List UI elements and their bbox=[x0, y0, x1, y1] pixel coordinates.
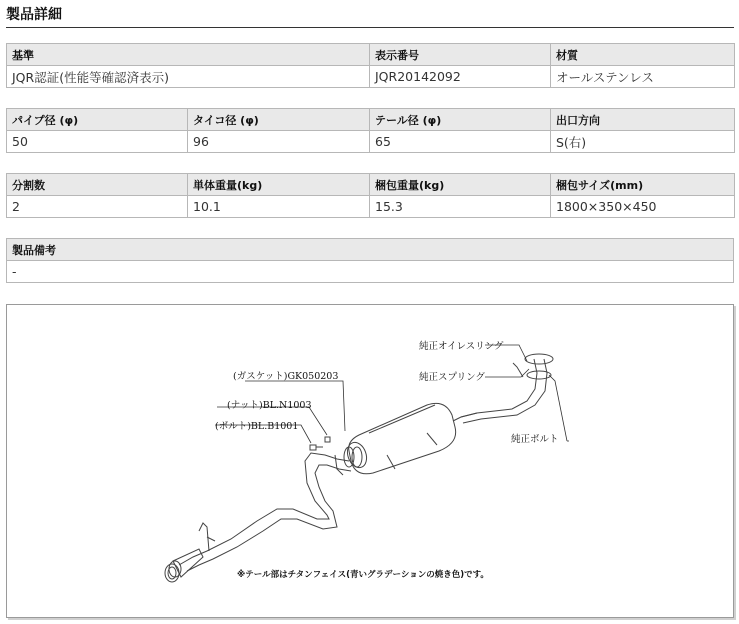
header-silencer-diameter: タイコ径 (φ) bbox=[188, 109, 370, 131]
exhaust-diagram bbox=[6, 304, 734, 618]
header-standard: 基準 bbox=[7, 44, 370, 66]
label-bolt: 純正ボルト bbox=[511, 434, 559, 445]
spec-table-standard bbox=[6, 43, 735, 88]
tail-pipe-edge bbox=[187, 465, 351, 571]
nut-part bbox=[310, 445, 316, 450]
value-package-weight: 15.3 bbox=[370, 196, 551, 218]
page-title: 製品詳細 bbox=[6, 7, 62, 23]
value-split-count: 2 bbox=[7, 196, 188, 218]
bolt-part bbox=[325, 437, 330, 442]
header-package-weight: 梱包重量(kg) bbox=[370, 174, 551, 196]
value-standard: JQR認証(性能等確認済表示) bbox=[7, 66, 370, 88]
label-oil-ring: 純正オイレスリング bbox=[419, 341, 504, 352]
header-remarks: 製品備考 bbox=[7, 239, 734, 261]
tail-pipe bbox=[179, 453, 349, 565]
header-material: 材質 bbox=[551, 44, 735, 66]
spec-table-weights bbox=[6, 173, 735, 218]
header-exit-direction: 出口方向 bbox=[551, 109, 735, 131]
value-display-number: JQR20142092 bbox=[370, 66, 551, 88]
header-display-number: 表示番号 bbox=[370, 44, 551, 66]
header-unit-weight: 単体重量(kg) bbox=[188, 174, 370, 196]
front-flange bbox=[525, 354, 553, 364]
header-package-size: 梱包サイズ(mm) bbox=[551, 174, 735, 196]
header-pipe-diameter: パイプ径 (φ) bbox=[7, 109, 188, 131]
value-tail-diameter: 65 bbox=[370, 131, 551, 153]
value-package-size: 1800×350×450 bbox=[551, 196, 735, 218]
value-exit-direction: S(右) bbox=[551, 131, 735, 153]
value-pipe-diameter: 50 bbox=[7, 131, 188, 153]
diagram-note: ※テール部はチタンフェイス(青いグラデーションの焼き色)です。 bbox=[237, 570, 489, 580]
header-split-count: 分割数 bbox=[7, 174, 188, 196]
value-remarks: - bbox=[7, 261, 734, 283]
value-material: オールステンレス bbox=[551, 66, 735, 88]
front-pipe bbox=[461, 359, 537, 417]
label-bolt-part: (ボルト)BL.B1001 bbox=[215, 421, 299, 432]
value-silencer-diameter: 96 bbox=[188, 131, 370, 153]
muffler-body bbox=[349, 403, 456, 473]
label-nut: (ナット)BL.N1003 bbox=[227, 400, 312, 411]
title-divider bbox=[6, 27, 734, 28]
value-unit-weight: 10.1 bbox=[188, 196, 370, 218]
spec-table-diameters bbox=[6, 108, 735, 153]
label-spring: 純正スプリング bbox=[419, 372, 485, 383]
header-tail-diameter: テール径 (φ) bbox=[370, 109, 551, 131]
spec-table-remarks bbox=[6, 238, 734, 283]
label-gasket: (ガスケット)GK050203 bbox=[233, 371, 339, 382]
